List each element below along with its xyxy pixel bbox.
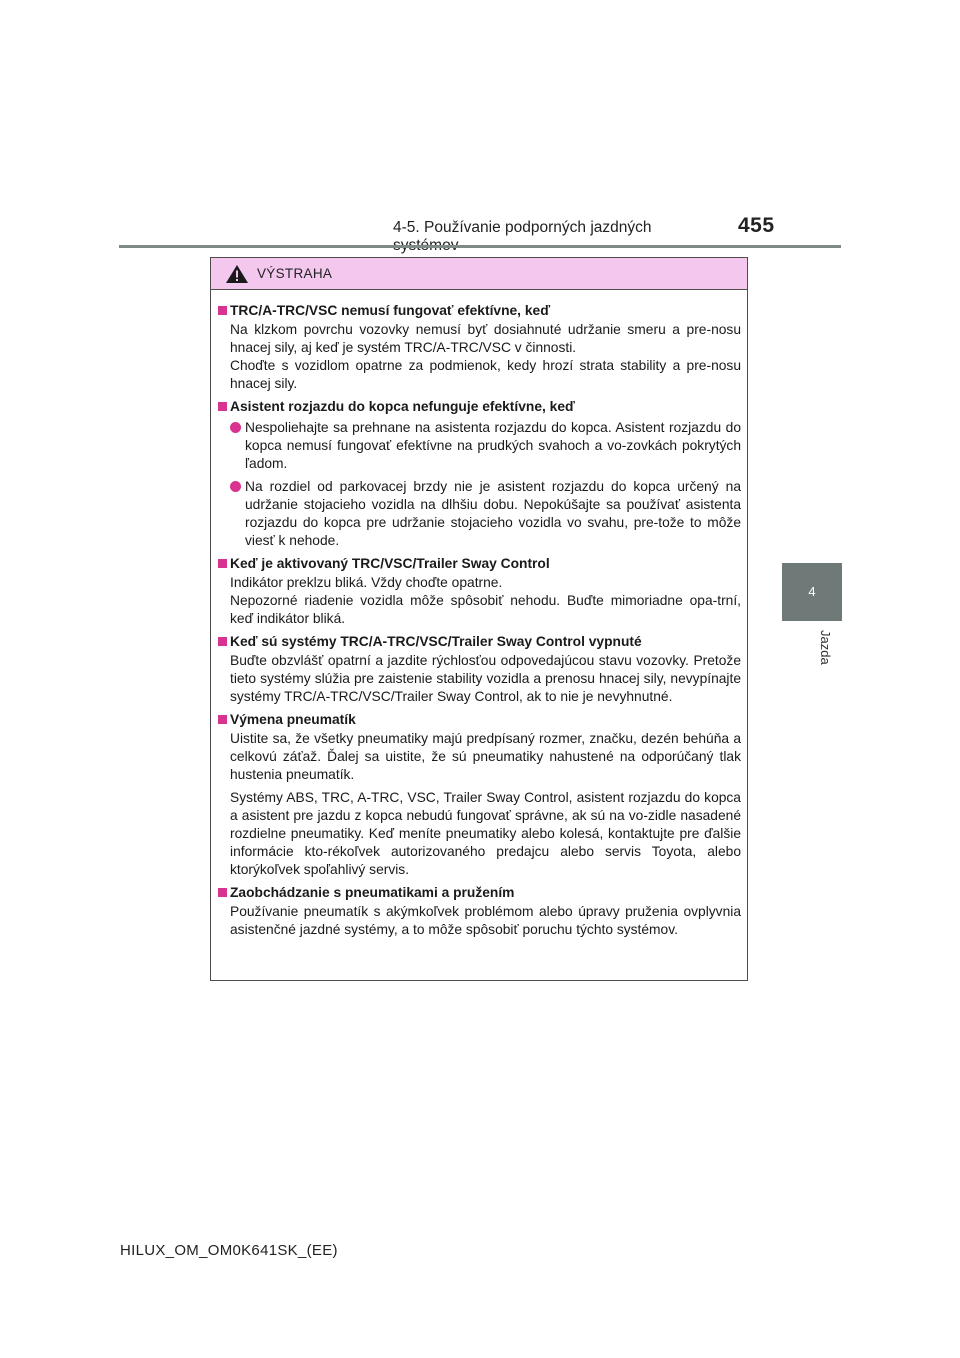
section-heading xyxy=(218,884,741,902)
chapter-tab-number: 4 xyxy=(808,584,816,599)
section-title: Keď je aktivovaný TRC/VSC/Trailer Sway Control xyxy=(230,556,550,571)
section-title: Asistent rozjazdu do kopca nefunguje efektívne, keď xyxy=(230,399,575,414)
list-item-text: Na rozdiel od parkovacej brzdy nie je asistent rozjazdu do kopca určený na udržanie stojacieho vozidla na dlhšiu dobu. Nepokúšajte sa používať asistenta rozjazdu do kopca pre udržanie stojacieho vozidla vo svahu, pre-tože to môže viesť k nehode. xyxy=(245,479,741,548)
warning-body xyxy=(211,290,747,939)
section-title: Zaobchádzanie s pneumatikami a pružením xyxy=(230,885,515,900)
paragraph: Systémy ABS, TRC, A-TRC, VSC, Trailer Sway Control, asistent rozjazdu do kopca a asistent pre jazdu z kopca nebudú fungovať správne, ak sú na vo-zidle nasadené rozdielne pneumatiky. Keď meníte pneumatiky alebo kolesá, kontaktujte pre ďalšie informácie kto-rékoľvek autorizovaného predajcu alebo servis Toyota, alebo ktorýkoľvek spoľahlivý servis. xyxy=(230,790,741,877)
square-bullet-icon xyxy=(218,402,227,411)
paragraph: Na klzkom povrchu vozovky nemusí byť dosiahnuté udržanie smeru a pre-nosu hnacej sily, aj keď je systém TRC/A-TRC/VSC v činnosti. xyxy=(230,322,741,355)
page-number: 455 xyxy=(738,214,775,237)
list-item xyxy=(230,419,741,473)
paragraph: Choďte s vozidlom opatrne za podmienok, kedy hrozí strata stability a pre-nosu hnacej sily. xyxy=(230,358,741,391)
warning-label: VÝSTRAHA xyxy=(257,266,333,281)
section-heading xyxy=(218,302,741,320)
section-heading xyxy=(218,633,741,651)
chapter-tab[interactable] xyxy=(782,563,842,621)
paragraph: Používanie pneumatík s akýmkoľvek problémom alebo úpravy pruženia ovplyvnia asistenčné jazdné systémy, a to môže spôsobiť poruchu týchto systémov. xyxy=(230,904,741,937)
paragraph: Nepozorné riadenie vozidla môže spôsobiť nehodu. Buďte mimoriadne opa-trní, keď indikátor bliká. xyxy=(230,593,741,626)
document-code: HILUX_OM_OM0K641SK_(EE) xyxy=(120,1242,338,1259)
square-bullet-icon xyxy=(218,715,227,724)
warning-box xyxy=(210,257,748,981)
square-bullet-icon xyxy=(218,888,227,897)
square-bullet-icon xyxy=(218,637,227,646)
section-title: Keď sú systémy TRC/A-TRC/VSC/Trailer Sway Control vypnuté xyxy=(230,634,642,649)
section-heading xyxy=(218,711,741,729)
warning-triangle-icon xyxy=(225,264,249,284)
section-title: TRC/A-TRC/VSC nemusí fungovať efektívne, keď xyxy=(230,303,551,318)
paragraph: Indikátor preklzu bliká. Vždy choďte opatrne. xyxy=(230,575,503,590)
list-item-text: Nespoliehajte sa prehnane na asistenta rozjazdu do kopca. Asistent rozjazdu do kopca nemusí fungovať efektívne na prudkých svahoch a vo-zovkách pokrytých ľadom. xyxy=(245,420,741,471)
square-bullet-icon xyxy=(218,559,227,568)
list-item xyxy=(230,478,741,550)
square-bullet-icon xyxy=(218,306,227,315)
section-title: Výmena pneumatík xyxy=(230,712,356,727)
warning-header xyxy=(211,258,747,290)
chapter-title: 4-5. Používanie podporných jazdných xyxy=(393,219,652,236)
chapter-tab-label: Jazda xyxy=(818,630,833,665)
section-heading xyxy=(218,398,741,416)
paragraph: Uistite sa, že všetky pneumatiky majú predpísaný rozmer, značku, dezén behúňa a celkovú záťaž. Ďalej sa uistite, že sú pneumatiky nahustené na odporúčaný tlak hustenia pneumatík. xyxy=(230,731,741,782)
section-heading xyxy=(218,555,741,573)
header-divider xyxy=(119,245,841,248)
paragraph: Buďte obzvlášť opatrní a jazdite rýchlosťou odpovedajúcou stavu vozovky. Pretože tieto systémy slúžia pre zaistenie stability vozidla a prenosu hnacej sily, nevypínajte systémy TRC/A-TRC/VSC/Trailer Sway Control, ak to nie je nevyhnutné. xyxy=(230,653,741,704)
round-bullet-icon xyxy=(230,422,241,433)
round-bullet-icon xyxy=(230,481,241,492)
